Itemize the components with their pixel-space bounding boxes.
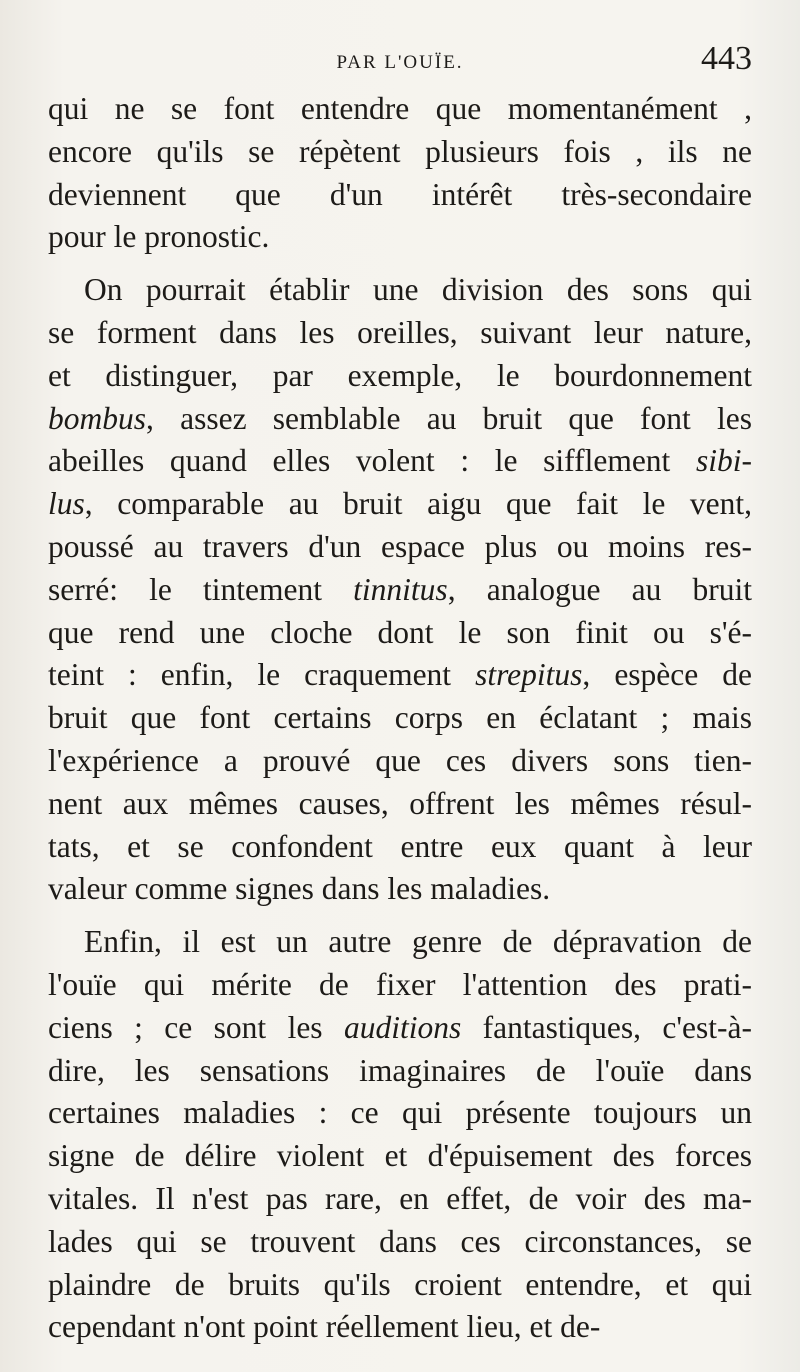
- text-line: [48, 654, 752, 697]
- text-line: [48, 355, 752, 398]
- text-segment: poussé au travers d'un espace plus ou moins res-: [48, 528, 752, 564]
- text-segment: , espèce de: [582, 657, 752, 693]
- text-segment: se forment dans les oreilles, suivant leur nature,: [48, 314, 752, 350]
- text-line: [48, 483, 752, 526]
- page-number: 443: [701, 40, 752, 77]
- text-line: [48, 740, 752, 783]
- paragraph: [48, 269, 752, 911]
- text-segment: certaines maladies : ce qui présente toujours un: [48, 1095, 752, 1131]
- text-segment: fantastiques, c'est-à-: [461, 1009, 752, 1045]
- text-segment: qui ne se font entendre que momentanément ,: [48, 91, 752, 126]
- text-line: [48, 1178, 752, 1221]
- text-segment: plaindre de bruits qu'ils croient entendre, et qui: [48, 1266, 752, 1302]
- text-segment: cependant n'ont point réellement lieu, et de-: [48, 1309, 601, 1345]
- text-segment: deviennent que d'un intérêt très-secondaire: [48, 176, 752, 212]
- paragraph: [48, 921, 752, 1349]
- text-line: [48, 1306, 752, 1349]
- text-segment: l'expérience a prouvé que ces divers sons tien-: [48, 742, 752, 778]
- running-head: PAR L'OUÏE.: [336, 52, 464, 73]
- text-segment: encore qu'ils se répètent plusieurs fois , ils ne: [48, 133, 752, 169]
- text-segment: lades qui se trouvent dans ces circonstances, se: [48, 1223, 752, 1259]
- text-line: [48, 1007, 752, 1050]
- text-line: [48, 312, 752, 355]
- text-line: [48, 697, 752, 740]
- text-segment: pour le pronostic.: [48, 219, 270, 255]
- text-segment: serré: le tintement: [48, 571, 354, 607]
- italic-term: strepitus: [475, 657, 583, 693]
- text-line: [48, 1264, 752, 1307]
- text-segment: vitales. Il n'est pas rare, en effet, de voir des ma-: [48, 1180, 752, 1216]
- text-segment: l'ouïe qui mérite de fixer l'attention des prati-: [48, 966, 752, 1002]
- text-segment: Enfin, il est un autre genre de dépravation de: [84, 924, 752, 960]
- text-line: [48, 174, 752, 217]
- text-segment: bruit que font certains corps en éclatant ; mais: [48, 700, 752, 736]
- text-line: [48, 921, 752, 964]
- paragraph-gap: [48, 911, 752, 921]
- text-segment: , assez semblable au bruit que font les: [146, 400, 752, 436]
- text-line: [48, 1135, 752, 1178]
- text-segment: , analogue au bruit: [447, 571, 752, 607]
- text-line: [48, 1221, 752, 1264]
- text-segment: tats, et se confondent entre eux quant à leur: [48, 828, 752, 864]
- text-line: [48, 783, 752, 826]
- text-segment: signe de délire violent et d'épuisement des forces: [48, 1138, 752, 1174]
- text-line: [48, 569, 752, 612]
- text-segment: teint : enfin, le craquement: [48, 657, 476, 693]
- text-line: [48, 269, 752, 312]
- text-line: [48, 612, 752, 655]
- text-line: [48, 868, 752, 911]
- text-segment: On pourrait établir une division des sons qui: [84, 272, 752, 308]
- text-line: [48, 964, 752, 1007]
- italic-term: bombus: [48, 400, 147, 436]
- paragraph-gap: [48, 259, 752, 269]
- page-body: [48, 88, 752, 1349]
- text-segment: que rend une cloche dont le son finit ou s'é-: [48, 614, 752, 650]
- text-segment: ciens ; ce sont les: [48, 1009, 344, 1045]
- text-segment: nent aux mêmes causes, offrent les mêmes résul-: [48, 785, 752, 821]
- text-line: [48, 1092, 752, 1135]
- paragraph: [48, 88, 752, 259]
- text-segment: et distinguer, par exemple, le bourdonnement: [48, 357, 752, 393]
- italic-term: lus: [48, 486, 85, 522]
- text-line: [48, 526, 752, 569]
- italic-term: sibi-: [695, 443, 752, 479]
- text-segment: , comparable au bruit aigu que fait le vent,: [84, 486, 752, 522]
- text-line: [48, 826, 752, 869]
- text-line: [48, 88, 752, 131]
- text-segment: abeilles quand elles volent : le sifflement: [48, 443, 696, 479]
- text-line: [48, 1050, 752, 1093]
- text-line: [48, 216, 752, 259]
- text-segment: dire, les sensations imaginaires de l'ouïe dans: [48, 1052, 752, 1088]
- text-line: [48, 398, 752, 441]
- italic-term: tinnitus: [353, 571, 448, 607]
- text-segment: valeur comme signes dans les maladies.: [48, 871, 551, 907]
- page-header: [48, 40, 752, 90]
- text-line: [48, 440, 752, 483]
- text-line: [48, 131, 752, 174]
- italic-term: auditions: [343, 1009, 462, 1045]
